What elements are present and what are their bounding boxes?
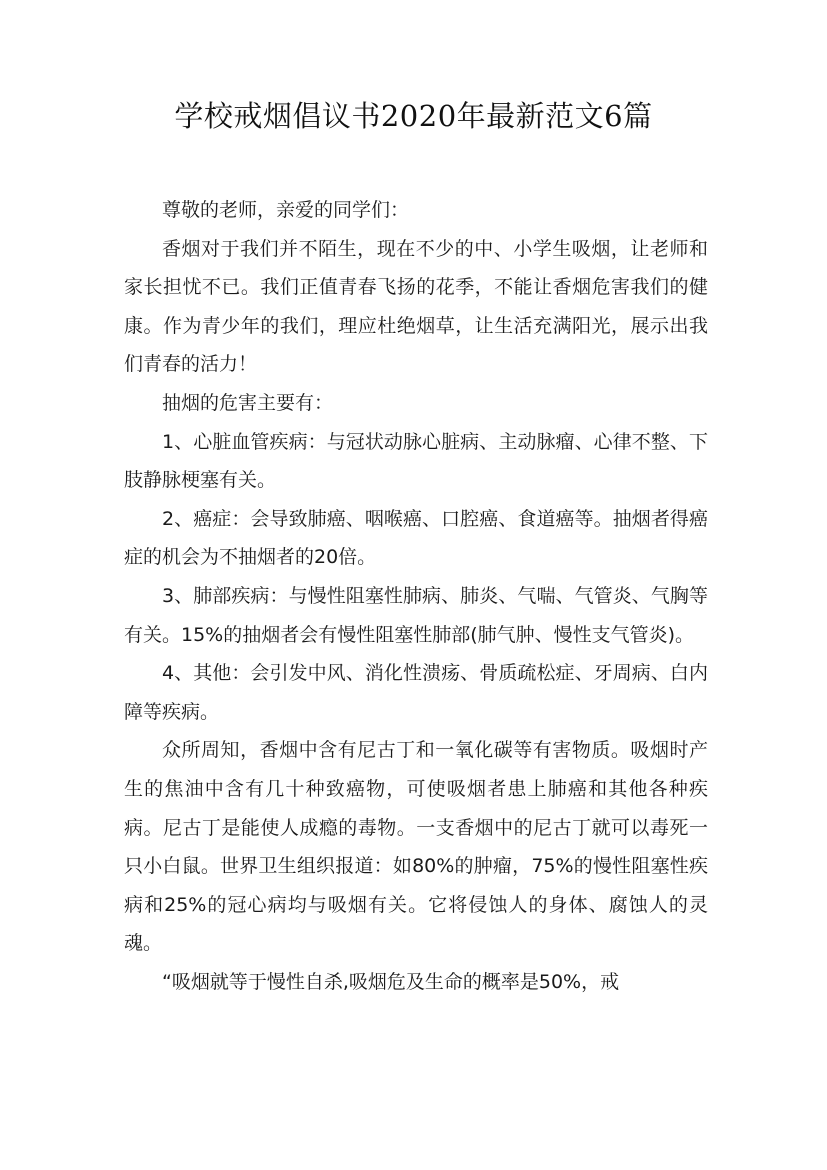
paragraph-greeting: 尊敬的老师，亲爱的同学们： xyxy=(162,199,410,221)
paragraph-facts: 众所周知，香烟中含有尼古丁和一氧化碳等有害物质。吸烟时产生的焦油中含有几十种致癌物，可使吸烟者患上肺癌和其他各种疾病。尼古丁是能使人成瘾的毒物。一支香烟中的尼古丁就可以毒死一只小白鼠。世界卫生组织报道：如80%的肿瘤，75%的慢性阻塞性疾病和25%的冠心病均与吸烟有关。它将侵蚀人的身体、腐蚀人的灵魂。 xyxy=(124,739,708,955)
document-body xyxy=(124,191,708,1001)
paragraph-harm-1: 1、心脏血管疾病：与冠状动脉心脏病、主动脉瘤、心律不整、下肢静脉梗塞有关。 xyxy=(124,430,708,492)
paragraph-intro: 香烟对于我们并不陌生，现在不少的中、小学生吸烟，让老师和家长担忧不已。我们正值青春飞扬的花季，不能让香烟危害我们的健康。作为青少年的我们，理应杜绝烟草，让生活充满阳光，展示出我们青春的活力！ xyxy=(124,237,708,376)
paragraph-harm-4: 4、其他：会引发中风、消化性溃疡、骨质疏松症、牙周病、白内障等疾病。 xyxy=(124,662,708,723)
paragraph-harm-2: 2、癌症：会导致肺癌、咽喉癌、口腔癌、食道癌等。抽烟者得癌症的机会为不抽烟者的20倍。 xyxy=(124,507,708,569)
paragraph-harm-heading: 抽烟的危害主要有： xyxy=(162,391,334,414)
paragraph-quote: “吸烟就等于慢性自杀,吸烟危及生命的概率是50%，戒 xyxy=(162,970,620,993)
paragraph-harm-3: 3、肺部疾病：与慢性阻塞性肺病、肺炎、气喘、气管炎、气胸等有关。15%的抽烟者会有慢性阻塞性肺部(肺气肿、慢性支气管炎)。 xyxy=(124,584,708,646)
document-title: 学校戒烟倡议书2020年最新范文6篇 xyxy=(174,99,653,133)
